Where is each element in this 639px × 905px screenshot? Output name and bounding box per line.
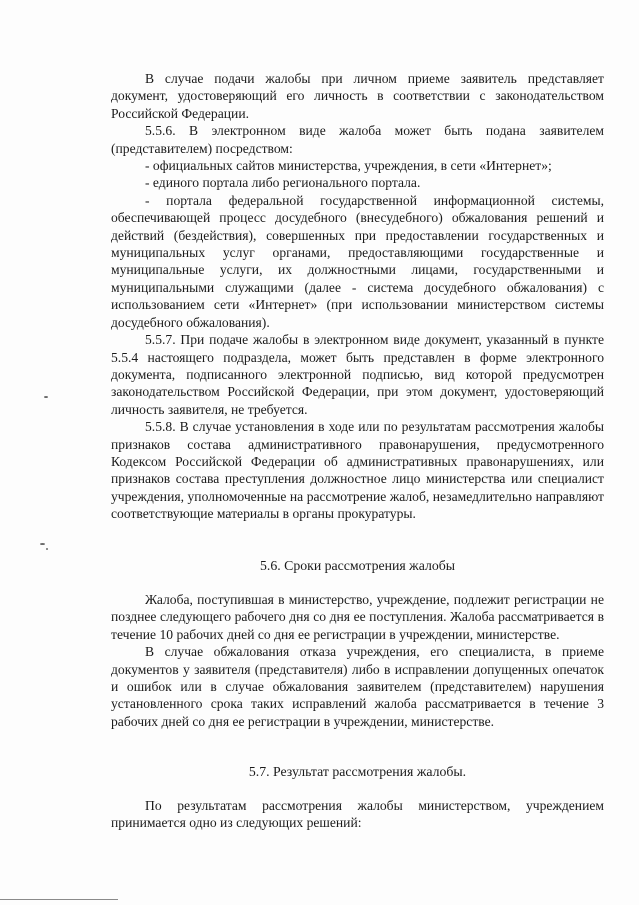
section-5-7-heading: [111, 763, 604, 781]
list-item-official-sites: - официальных сайтов министерства, учреждения, в сети «Интернет»;: [145, 158, 552, 174]
section-5-6-heading: [111, 557, 604, 575]
list-item-unified-portal: - единого портала либо регионального портала.: [145, 175, 421, 191]
scan-edge-line: [0, 899, 118, 900]
scan-speck: [44, 396, 48, 398]
paragraph-5-5-7: 5.5.7. При подаче жалобы в электронном виде документ, указанный в пункте 5.5.4 настоящего подраздела, может быть представлен в форме электронного документа, подписанного электронной подписью, вид которой предусмотрен законодательством Российской Федерации, при этом документ, удостоверяющий личность заявителя, не требуется.: [111, 332, 604, 417]
paragraph-5-5-6: 5.5.6. В электронном виде жалоба может быть подана заявителем (представителем) посредством:: [111, 123, 604, 156]
section-5-7-title: 5.7. Результат рассмотрения жалобы.: [248, 764, 467, 779]
paragraph-refusal-appeal: В случае обжалования отказа учреждения, его специалиста, в приеме документов у заявителя (представителя) либо в исправлении допущенных опечаток и ошибок или в случае обжалования заявителем (представителем) нарушения установленного срока таких исправлений жалоба рассматривается в течение 3 рабочих дней со дня ее регистрации в учреждении, министерстве.: [111, 644, 604, 729]
scan-speck: [46, 548, 48, 550]
paragraph-registration-term: Жалоба, поступившая в министерство, учреждение, подлежит регистрации не позднее следующего рабочего дня со дня ее поступления. Жалоба рассматривается в течение 10 рабочих дней со дня ее регистрации в учреждении, министерстве.: [111, 592, 604, 642]
paragraph-5-5-8: 5.5.8. В случае установления в ходе или по результатам рассмотрения жалобы признаков состава административного правонарушения, предусмотренного Кодексом Российской Федерации об административных правонарушениях, или признаков состава преступления должностное лицо министерства или специалист учреждения, уполномоченные на рассмотрение жалоб, незамедлительно направляют соответствующие материалы в органы прокуратуры.: [111, 419, 604, 522]
section-5-5-body: [111, 70, 604, 523]
list-item-federal-portal: - портала федеральной государственной информационной системы, обеспечивающей процесс досудебного (внесудебного) обжалования решений и действий (бездействия), совершенных при предоставлении государственных и муниципальных услуг органами, предоставляющими государственные и муниципальные услуги, их должностными лицами, государственными и муниципальными служащими (далее - система досудебного обжалования) с использованием сети «Интернет» (при использовании министерством системы досудебного обжалования).: [111, 192, 604, 330]
section-5-6-body: [111, 591, 604, 730]
scan-speck: [40, 543, 45, 545]
paragraph-personal-reception: В случае подачи жалобы при личном приеме заявитель представляет документ, удостоверяющий его личность в соответствии с законодательством Российской Федерации.: [111, 71, 604, 121]
section-5-6-title: 5.6. Сроки рассмотрения жалобы: [259, 558, 456, 573]
paragraph-decision-intro: По результатам рассмотрения жалобы министерством, учреждением принимается одно из следующих решений:: [111, 798, 604, 831]
section-5-7-body: [111, 797, 604, 832]
